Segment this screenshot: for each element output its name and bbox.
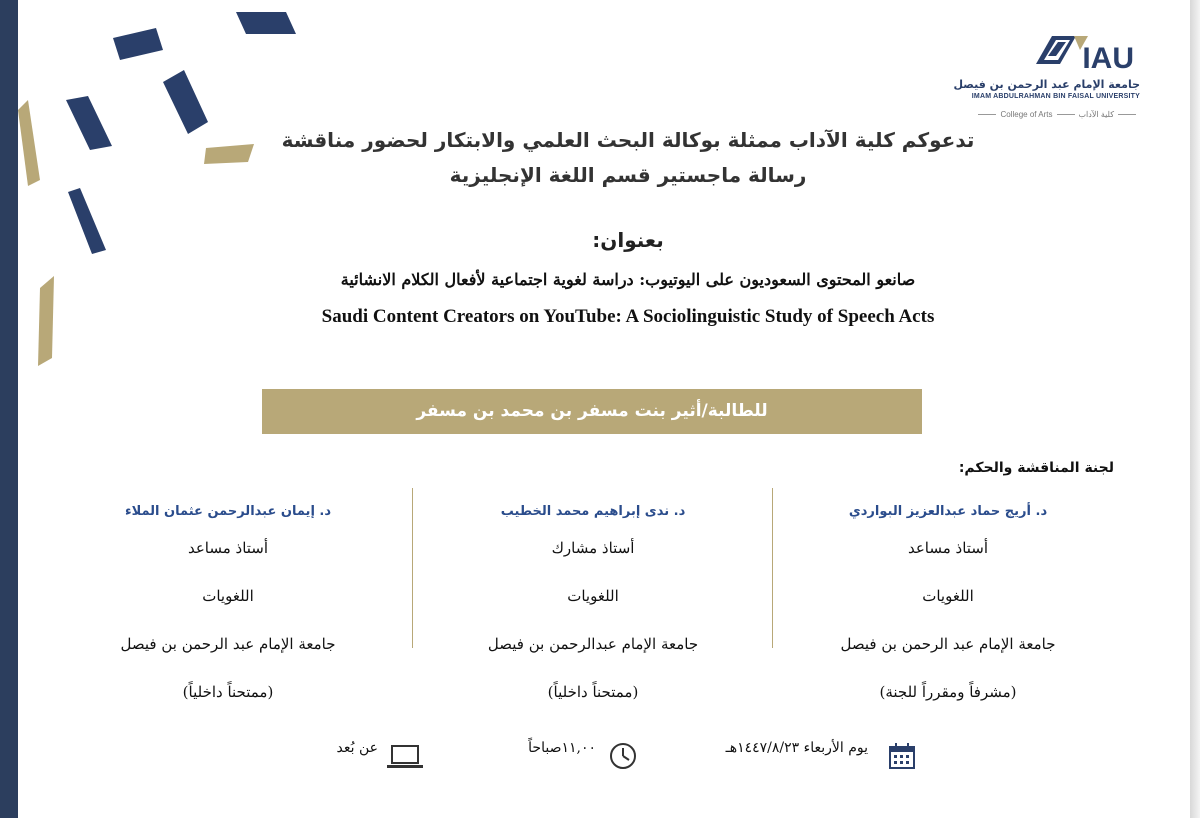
logo-english-name: IMAM ABDULRAHMAN BIN FAISAL UNIVERSITY (971, 93, 1140, 100)
deco-shape (204, 144, 254, 164)
committee-label: لجنة المناقشة والحكم: (958, 460, 1114, 476)
title-label: بعنوان: (592, 228, 664, 252)
member-rank: أستاذ مشارك (551, 539, 635, 557)
member-university: جامعة الإمام عبد الرحمن بن فيصل (840, 635, 1056, 653)
university-logo (953, 30, 1162, 125)
event-time: ١١,٠٠صباحاً (528, 740, 596, 756)
member-field: اللغويات (567, 587, 619, 605)
member-field: اللغويات (202, 587, 254, 605)
logo-arabic-name: جامعة الإمام عبد الرحمن بن فيصل (953, 78, 1140, 91)
page-edge (1190, 0, 1200, 818)
college-arabic: كلية الآداب (1078, 110, 1114, 119)
invitation-page (18, 0, 1200, 818)
college-english: College of Arts (1000, 110, 1053, 119)
logo-college (974, 110, 1140, 119)
committee-member-1 (798, 500, 1098, 716)
member-role: (ممتحناً داخلياً) (547, 683, 639, 701)
member-rank: أستاذ مساعد (907, 539, 989, 557)
event-date: يوم الأربعاء ١٤٤٧/٨/٢٣هـ (725, 740, 868, 756)
laptop-icon (386, 744, 424, 770)
member-university: جامعة الإمام عبد الرحمن بن فيصل (120, 635, 336, 653)
member-role: (ممتحناً داخلياً) (182, 683, 274, 701)
logo-wordmark: IAU (1082, 42, 1134, 75)
student-name-bar: للطالبة/أثير بنت مسفر بن محمد بن مسفر (262, 389, 922, 434)
member-name: د. أريج حماد عبدالعزيز البواردي (848, 504, 1048, 519)
thesis-title-english: Saudi Content Creators on YouTube: A Sociolinguistic Study of Speech Acts (321, 306, 935, 327)
invitation-line-1: تدعوكم كلية الآداب ممثلة بوكالة البحث العلمي والابتكار لحضور مناقشة (281, 128, 975, 152)
column-divider (772, 488, 773, 648)
deco-shape (18, 100, 40, 186)
thesis-title-arabic: صانعو المحتوى السعوديون على اليوتيوب: دراسة لغوية اجتماعية لأفعال الكلام الانشائية (340, 270, 916, 289)
deco-shape (236, 12, 296, 34)
committee-member-2 (443, 500, 743, 716)
deco-shape (113, 28, 163, 60)
event-mode: عن بُعد (336, 740, 378, 756)
committee-member-3 (78, 500, 378, 716)
deco-shape (38, 276, 54, 366)
deco-shape (163, 70, 208, 134)
member-name: د. إيمان عبدالرحمن عثمان الملاء (124, 504, 332, 519)
column-divider (412, 488, 413, 648)
clock-icon (608, 741, 638, 771)
invitation-line-2: رسالة ماجستير قسم اللغة الإنجليزية (449, 163, 807, 187)
member-university: جامعة الإمام عبدالرحمن بن فيصل (487, 635, 699, 653)
calendar-icon (888, 742, 916, 770)
member-rank: أستاذ مساعد (187, 539, 269, 557)
decorative-shapes (18, 0, 318, 370)
deco-shape (66, 96, 112, 150)
deco-shape (68, 188, 106, 254)
member-role: (مشرفاً ومقرراً للجنة) (879, 683, 1017, 701)
member-name: د. ندى إبراهيم محمد الخطيب (500, 504, 686, 519)
member-field: اللغويات (922, 587, 974, 605)
